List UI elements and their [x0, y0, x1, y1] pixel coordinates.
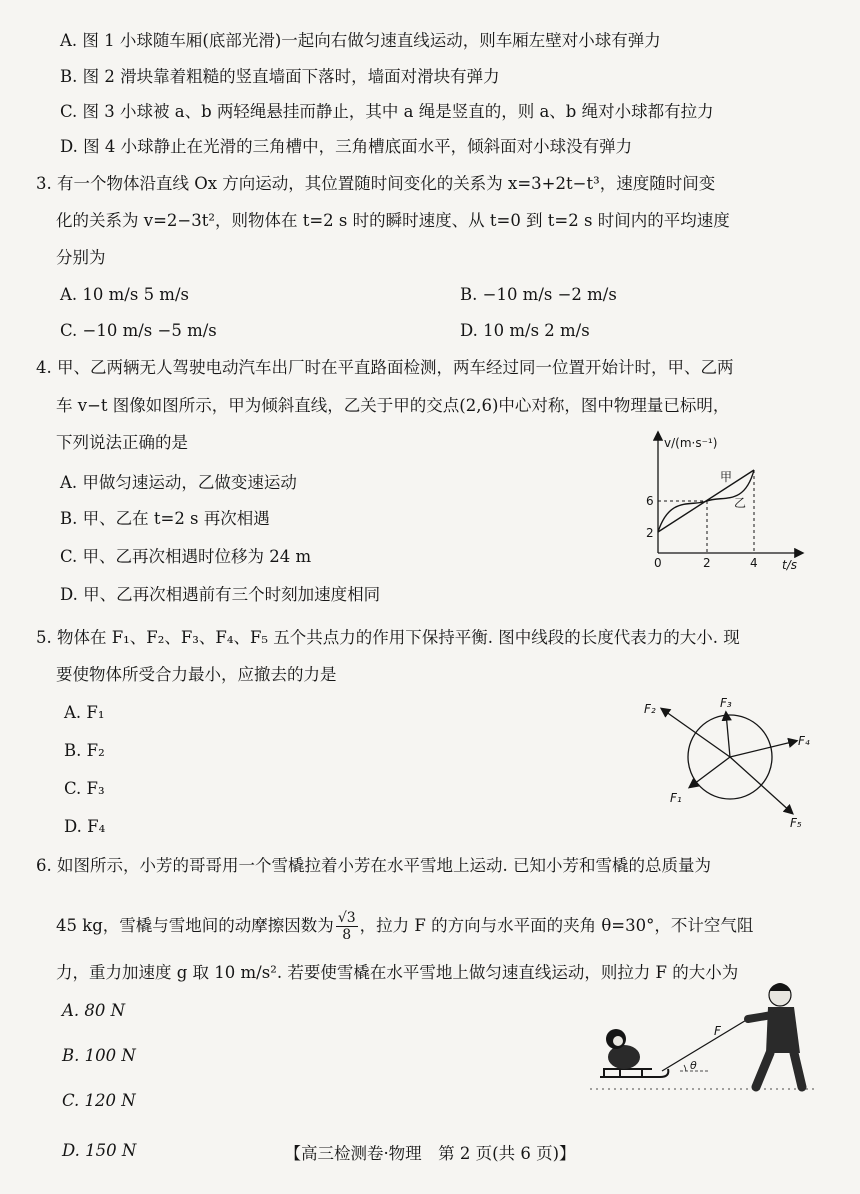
q6-stem-line-3: 力，重力加速度 g 取 10 m/s². 若要使雪橇在水平雪地上做匀速直线运动，则拉力 F 的大小为 — [56, 963, 739, 982]
q3-stem-line-3: 分别为 — [56, 248, 106, 267]
q6-line2-start: 45 kg，雪橇与雪地间的动摩擦因数为 — [56, 916, 334, 935]
vt-xtick-0: 0 — [654, 556, 662, 570]
force-f4 — [730, 741, 796, 757]
q6-option-c: C. 120 N — [62, 1091, 136, 1110]
q3-option-b: B. −10 m/s −2 m/s — [460, 285, 617, 304]
q6-fraction-num: √3 — [337, 910, 356, 926]
force-F-label: F — [714, 1024, 721, 1038]
q2-option-b: B. 图 2 滑块靠着粗糙的竖直墙面下落时，墙面对滑块有弹力 — [60, 67, 500, 86]
q6-stem-line-1: 6. 如图所示，小芳的哥哥用一个雪橇拉着小芳在水平雪地上运动. 已知小芳和雪橇的总质量为 — [36, 856, 711, 875]
q3-stem-line-2: 化的关系为 v=2−3t²，则物体在 t=2 s 时的瞬时速度、从 t=0 到 t=2 s 时间内的平均速度 — [56, 211, 730, 230]
force-f1 — [690, 757, 730, 787]
vt-graph-figure — [630, 425, 820, 575]
q6-option-d: D. 150 N — [62, 1141, 137, 1160]
sled — [600, 1069, 668, 1077]
q6-fraction-den: 8 — [342, 927, 352, 943]
force-label-f2: F₂ — [644, 702, 656, 716]
brother-arm — [748, 1015, 772, 1019]
q6-stem-line-2 — [56, 910, 753, 943]
q4-option-c: C. 甲、乙再次相遇时位移为 24 m — [60, 547, 312, 566]
q4-option-d: D. 甲、乙再次相遇前有三个时刻加速度相同 — [60, 585, 381, 604]
force-f5 — [730, 757, 792, 813]
vt-ylabel: v/(m·s⁻¹) — [664, 436, 718, 450]
q3-option-d: D. 10 m/s 2 m/s — [460, 321, 590, 340]
force-label-f3: F₃ — [720, 696, 732, 710]
vt-ytick-6: 6 — [646, 494, 654, 508]
q2-option-c: C. 图 3 小球被 a、b 两轻绳悬挂而静止，其中 a 绳是竖直的，则 a、b 绳对小球都有拉力 — [60, 102, 714, 121]
force-label-f5: F₅ — [790, 816, 802, 830]
force-label-f1: F₁ — [670, 791, 682, 805]
q4-stem-line-1: 4. 甲、乙两辆无人驾驶电动汽车出厂时在平直路面检测，两车经过同一位置开始计时，甲、乙两 — [36, 358, 734, 377]
forces-figure — [640, 695, 820, 835]
q5-stem-line-1: 5. 物体在 F₁、F₂、F₃、F₄、F₅ 五个共点力的作用下保持平衡. 图中线段的长度代表力的大小. 现 — [36, 628, 740, 647]
q5-option-b: B. F₂ — [64, 741, 105, 760]
q4-stem-line-2: 车 v−t 图像如图所示，甲为倾斜直线，乙关于甲的交点(2,6)中心对称，图中物理量已标明， — [56, 396, 730, 415]
vt-label-jia: 甲 — [720, 470, 733, 484]
q5-option-d: D. F₄ — [64, 817, 106, 836]
girl-body — [608, 1045, 640, 1069]
q3-option-a: A. 10 m/s 5 m/s — [60, 285, 189, 304]
sled-rope — [662, 1019, 748, 1071]
q4-option-a: A. 甲做匀速运动，乙做变速运动 — [60, 473, 297, 492]
page-footer: 【高三检测卷·物理 第 2 页(共 6 页)】 — [284, 1144, 576, 1163]
brother-legs — [756, 1053, 802, 1087]
q6-option-b: B. 100 N — [62, 1046, 136, 1065]
q5-option-c: C. F₃ — [64, 779, 105, 798]
q2-option-a: A. 图 1 小球随车厢(底部光滑)一起向右做匀速直线运动，则车厢左壁对小球有弹力 — [60, 31, 661, 50]
vt-ytick-2: 2 — [646, 526, 654, 540]
vt-xtick-4: 4 — [750, 556, 758, 570]
q5-option-a: A. F₁ — [64, 703, 105, 722]
vt-xtick-2: 2 — [703, 556, 711, 570]
force-label-f4: F₄ — [798, 734, 810, 748]
q3-option-c: C. −10 m/s −5 m/s — [60, 321, 217, 340]
angle-theta-label: θ — [690, 1059, 697, 1072]
q6-option-a: A. 80 N — [62, 1001, 126, 1020]
vt-label-yi: 乙 — [734, 496, 747, 510]
q4-stem-line-3: 下列说法正确的是 — [56, 433, 188, 452]
q5-stem-line-2: 要使物体所受合力最小，应撤去的力是 — [56, 665, 337, 684]
q6-line2-end: ，拉力 F 的方向与水平面的夹角 θ=30°，不计空气阻 — [359, 916, 754, 935]
q6-fraction — [336, 910, 358, 943]
q2-option-d: D. 图 4 小球静止在光滑的三角槽中，三角槽底面水平，倾斜面对小球没有弹力 — [60, 137, 633, 156]
force-f3 — [726, 713, 730, 757]
brother-hat — [769, 983, 791, 991]
q3-stem-line-1: 3. 有一个物体沿直线 Ox 方向运动，其位置随时间变化的关系为 x=3+2t−t³，速度随时间变 — [36, 174, 716, 193]
sled-illustration — [590, 965, 820, 1100]
vt-xlabel: t/s — [782, 558, 797, 572]
q4-option-b: B. 甲、乙在 t=2 s 再次相遇 — [60, 509, 270, 528]
